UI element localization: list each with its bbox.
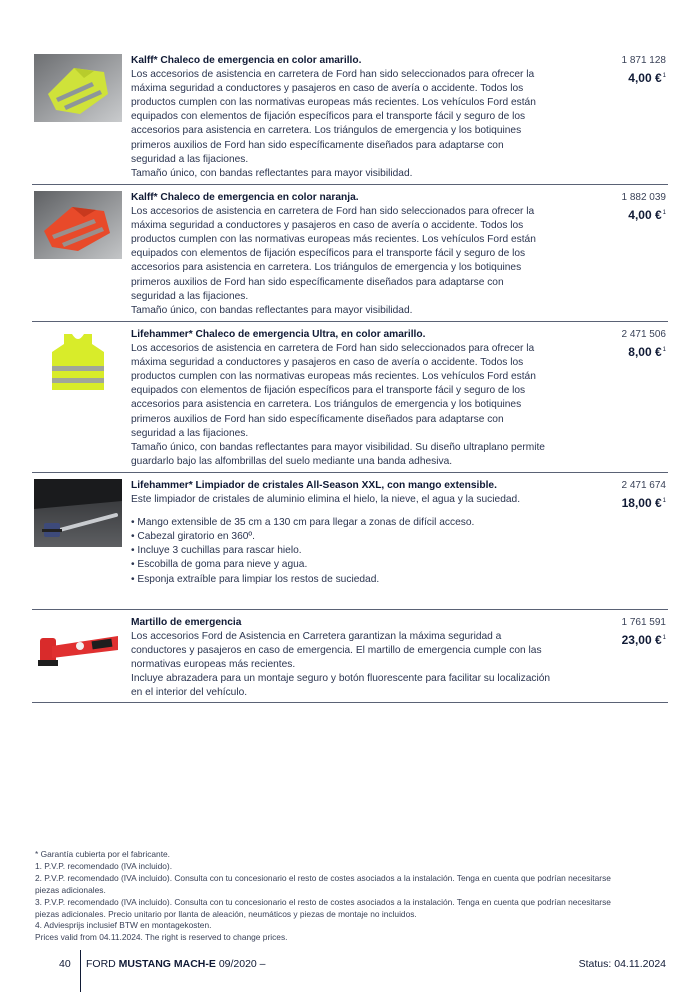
- list-item: • Mango extensible de 35 cm a 130 cm para llegar a zonas de difícil acceso.: [131, 517, 475, 529]
- product-title: Lifehammer* Chaleco de emergencia Ultra, en color amarillo.: [131, 329, 426, 340]
- product-row: [32, 473, 668, 610]
- orange-vest-photo: [34, 191, 122, 259]
- status-date: Status: 04.11.2024: [578, 958, 666, 970]
- yellow-vest-photo: [34, 54, 122, 122]
- reference-number: 2 471 506: [621, 329, 666, 340]
- reference-number: 2 471 674: [621, 480, 666, 491]
- product-title: Kalff* Chaleco de emergencia en color naranja.: [131, 192, 359, 203]
- product-text: Los accesorios de asistencia en carretera de Ford han sido seleccionados para ofrecer la máxima seguridad a conductores y pasajeros en caso de avería o accidente. Todos los productos cumplen con las normativas europeas más recientes. Los vehículos Ford están equipados con elementos de fijación específicos para el transporte fácil y seguro de los accesorios para asistencia en carretera. Los triángulos de emergencia y los botiquines primeros auxilios de Ford han sido específicamente diseñados para adaptarse con seguridad a las fijaciones.: [131, 343, 536, 439]
- product-description: [131, 328, 551, 469]
- product-row: [32, 48, 668, 185]
- emergency-hammer-photo: [34, 616, 122, 684]
- product-description: [131, 191, 551, 318]
- footnote: piezas adicionales.: [35, 884, 106, 895]
- price: 4,00 €$^1$: [628, 71, 666, 85]
- list-item: • Esponja extraíble para limpiar los restos de suciedad.: [131, 573, 380, 585]
- footnote: 2. P.V.P. recomendado (IVA incluido). Consulta con tu concesionario el resto de costes asociados a la instalación. Tenga en cuenta que podrían necesitarse: [35, 872, 611, 883]
- product-extra: Incluye abrazadera para un montaje seguro y botón fluorescente para facilitar su localización en el interior del vehículo.: [131, 673, 551, 699]
- footnote: Prices valid from 04.11.2024. The right is reserved to change prices.: [35, 932, 288, 943]
- reference-number: 1 882 039: [621, 192, 666, 203]
- price: 8,00 €$^1$: [628, 345, 666, 359]
- product-list: [32, 48, 668, 703]
- product-text: Este limpiador de cristales de aluminio elimina el hielo, la nieve, el agua y la suciedad.: [131, 494, 521, 506]
- ultra-vest-photo: [34, 328, 122, 396]
- product-title: Martillo de emergencia: [131, 617, 242, 628]
- list-item: • Incluye 3 cuchillas para rascar hielo.: [131, 545, 302, 557]
- product-row: [32, 610, 668, 703]
- price-column: [622, 616, 667, 648]
- model-label: FORD MUSTANG MACH-E 09/2020 –: [86, 958, 266, 970]
- price-column: [622, 54, 667, 86]
- price-column: [622, 479, 667, 511]
- product-description: [131, 616, 551, 701]
- reference-number: 1 761 591: [621, 617, 666, 628]
- list-item: • Cabezal giratorio en 360º.: [131, 531, 255, 543]
- reference-number: 1 871 128: [621, 55, 666, 66]
- product-extra: Tamaño único, con bandas reflectantes para mayor visibilidad.: [131, 167, 413, 179]
- product-title: Lifehammer* Limpiador de cristales All-Season XXL, con mango extensible.: [131, 480, 497, 491]
- footnote: 1. P.V.P. recomendado (IVA incluido).: [35, 860, 173, 871]
- price: 4,00 €$^1$: [628, 208, 666, 222]
- product-description: [131, 479, 551, 587]
- footnote: piezas adicionales. Precio unitario por llanta de aleación, neumáticos y piezas de montaje no incluidos.: [35, 908, 417, 919]
- price: 18,00 €$^1$: [621, 496, 666, 510]
- price: 23,00 €$^1$: [621, 633, 666, 647]
- feature-list: [131, 516, 551, 586]
- price-column: [622, 191, 667, 223]
- product-text: Los accesorios de asistencia en carretera de Ford han sido seleccionados para ofrecer la máxima seguridad a conductores y pasajeros en caso de avería o accidente. Todos los productos cumplen con las normativas europeas más recientes. Los vehículos Ford están equipados con elementos de fijación específicos para el transporte fácil y seguro de los accesorios para asistencia en carretera. Los triángulos de emergencia y los botiquines primeros auxilios de Ford han sido específicamente diseñados para adaptarse con seguridad a las fijaciones.: [131, 69, 536, 165]
- list-item: • Escobilla de goma para nieve y agua.: [131, 559, 308, 571]
- footnote: * Garantía cubierta por el fabricante.: [35, 849, 171, 859]
- window-cleaner-photo: [34, 479, 122, 547]
- product-text: Los accesorios de asistencia en carretera de Ford han sido seleccionados para ofrecer la máxima seguridad a conductores y pasajeros en caso de avería o accidente. Todos los productos cumplen con las normativas europeas más recientes. Los vehículos Ford están equipados con elementos de fijación específicos para el transporte fácil y seguro de los accesorios para asistencia en carretera. Los triángulos de emergencia y los botiquines primeros auxilios de Ford han sido específicamente diseñados para adaptarse con seguridad a las fijaciones.: [131, 206, 536, 302]
- product-extra: Tamaño único, con bandas reflectantes para mayor visibilidad. Su diseño ultraplano permite guardarlo bajo las alfombrillas del suelo mediante una banda adhesiva.: [131, 441, 545, 467]
- price-column: [622, 328, 667, 360]
- footer-divider: [80, 950, 81, 992]
- footnote: 4. Adviesprijs inclusief BTW en montagekosten.: [35, 920, 212, 931]
- product-description: [131, 54, 551, 181]
- footnote: 3. P.V.P. recomendado (IVA incluido). Consulta con tu concesionario el resto de costes asociados a la instalación. Tenga en cuenta que podrían necesitarse: [35, 896, 611, 907]
- page-footer: [35, 958, 666, 972]
- product-title: Kalff* Chaleco de emergencia en color amarillo.: [131, 55, 362, 66]
- product-row: [32, 185, 668, 322]
- product-row: [32, 322, 668, 473]
- product-extra: Tamaño único, con bandas reflectantes para mayor visibilidad.: [131, 304, 413, 316]
- product-text: Los accesorios Ford de Asistencia en Carretera garantizan la máxima seguridad a conductores y pasajeros en caso de emergencia. El martillo de emergencia cumple con las normativas europeas más recientes.: [131, 631, 542, 671]
- page-number: 40: [59, 958, 71, 970]
- footnotes: [35, 849, 665, 944]
